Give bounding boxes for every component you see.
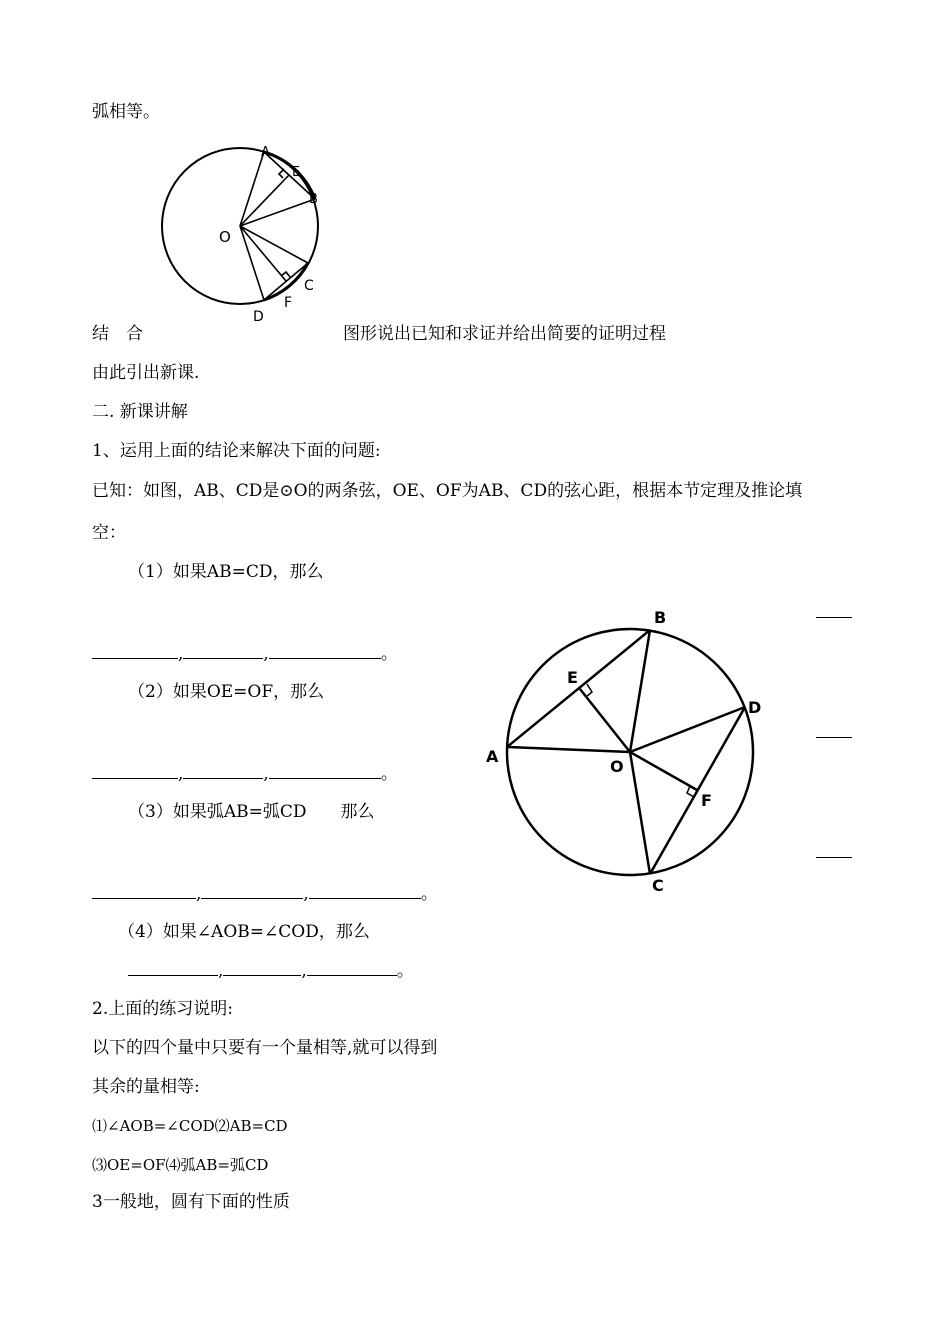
answer-blank[interactable]	[92, 764, 178, 779]
fig2-label-o: O	[610, 757, 624, 776]
section-heading: 二. 新课讲解	[92, 402, 188, 422]
answer-blank[interactable]	[183, 764, 263, 779]
item-3-heading: 3一般地，圆有下面的性质	[92, 1192, 290, 1212]
answer-blank[interactable]	[128, 961, 218, 976]
intro-new-lesson: 由此引出新课.	[92, 363, 200, 383]
margin-rule	[816, 857, 852, 858]
fig2-label-b: B	[654, 608, 667, 627]
answer-blank[interactable]	[92, 644, 178, 659]
fig2-label-c: C	[652, 876, 664, 895]
item-2-list: ⑴∠AOB=∠COD⑵AB=CD	[92, 1117, 288, 1135]
fig1-label-d: D	[253, 309, 264, 325]
question-1: （1）如果AB=CD，那么	[128, 562, 324, 582]
item-1-heading: 1、运用上面的结论来解决下面的问题:	[92, 441, 381, 461]
answer-blank[interactable]	[92, 884, 196, 899]
combine-label: 结 合	[92, 324, 143, 344]
question-2: （2）如果OE=OF，那么	[128, 682, 325, 702]
answer-blank[interactable]	[309, 884, 421, 899]
fig1-label-c: C	[304, 278, 314, 294]
fig1-label-e: E	[292, 165, 301, 180]
fig1-label-b: B	[309, 192, 318, 207]
answer-blank[interactable]	[201, 884, 303, 899]
answer-row-1: , , 。	[92, 643, 398, 665]
intro-text: 弧相等。	[92, 102, 160, 122]
fig2-label-f: F	[701, 791, 712, 810]
known-text-cont: 空：	[92, 523, 126, 543]
item-2-list: ⑶OE=OF⑷弧AB=弧CD	[92, 1156, 269, 1174]
figure-circle-small	[150, 140, 340, 330]
fig2-label-e: E	[567, 668, 578, 687]
fig2-label-a: A	[486, 747, 499, 766]
fig2-label-d: D	[748, 698, 762, 717]
answer-row-4: , , 。	[128, 960, 414, 982]
answer-blank[interactable]	[307, 961, 397, 976]
answer-blank[interactable]	[223, 961, 301, 976]
answer-blank[interactable]	[269, 644, 381, 659]
question-4: （4）如果∠AOB=∠COD，那么	[118, 922, 370, 942]
figure-circle-large	[478, 598, 778, 910]
question-3: （3）如果弧AB=弧CD 那么	[128, 802, 375, 822]
answer-blank[interactable]	[269, 764, 381, 779]
margin-rule	[816, 617, 852, 618]
fig1-label-a: A	[261, 145, 270, 160]
item-2-text: 其余的量相等:	[92, 1077, 200, 1097]
answer-row-3: , , 。	[92, 883, 438, 905]
known-text: 已知：如图，AB、CD是⊙O的两条弦，OE、OF为AB、CD的弦心距，根据本节定理及推论填	[92, 481, 803, 501]
fig1-label-f: F	[284, 295, 293, 311]
answer-blank[interactable]	[183, 644, 263, 659]
fig1-label-o: O	[219, 228, 231, 246]
answer-row-2: , , 。	[92, 763, 398, 785]
margin-rule	[816, 737, 852, 738]
item-2-text: 以下的四个量中只要有一个量相等,就可以得到	[92, 1038, 438, 1058]
item-2-heading: 2.上面的练习说明:	[92, 999, 233, 1019]
combine-instruction: 图形说出已知和求证并给出简要的证明过程	[343, 324, 666, 344]
